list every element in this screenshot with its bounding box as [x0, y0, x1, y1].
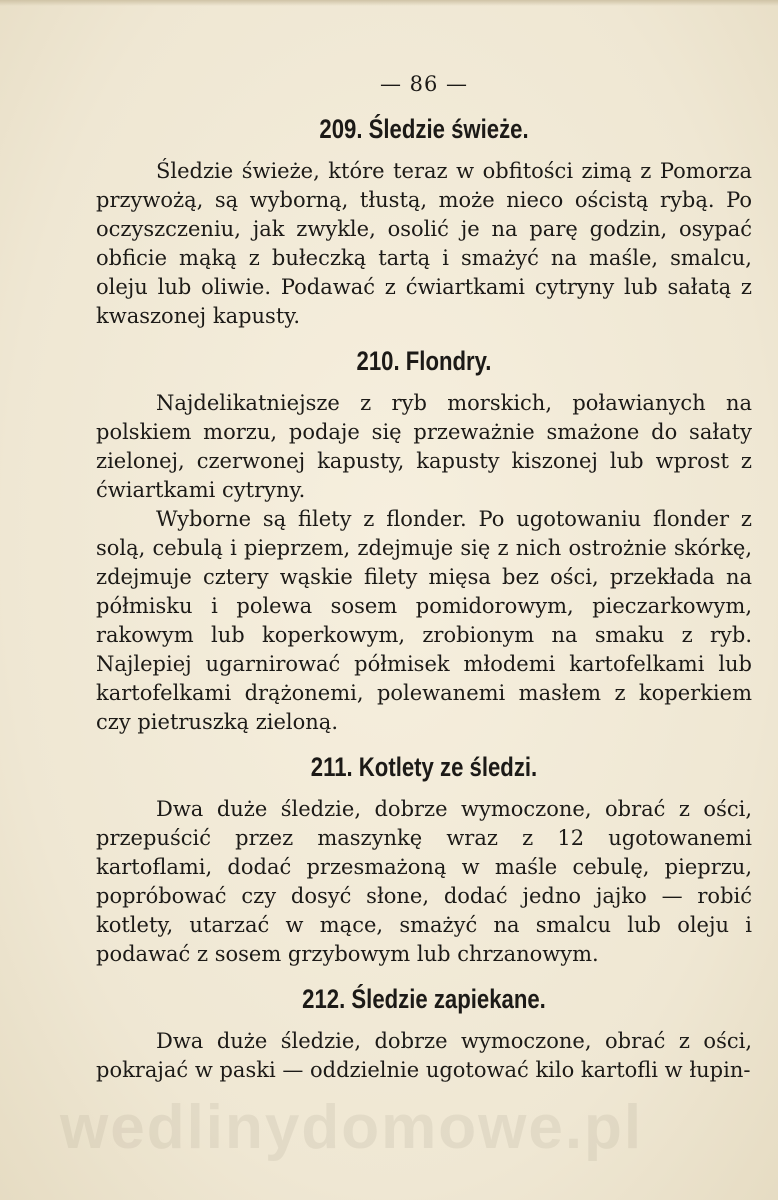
page-edge: [0, 0, 778, 6]
recipe-210-paragraph-1: Najdelikatniejsze z ryb morskich, poławianych na polskiem morzu, podaje się przeważnie smażone do sałaty zielonej, czerwonej kapusty, kapusty kiszonej lub wprost z ćwiartkami cytryny.: [96, 391, 752, 502]
recipe-209-paragraph: Śledzie świeże, które teraz w obfitości zimą z Pomorza przywożą, są wyborną, tłustą, może nieco ościstą rybą. Po oczyszczeniu, jak zwykle, osolić je na parę godzin, osypać obficie mąką z bułeczką tartą i smażyć na maśle, smalcu, oleju lub oliwie. Podawać z ćwiartkami cytryny lub sałatą z kwaszonej kapusty.: [96, 159, 752, 328]
recipe-212-paragraph: Dwa duże śledzie, dobrze wymoczone, obrać z ości, pokrajać w paski — oddzielnie ugotować kilo kartofli w łupin-: [96, 1029, 752, 1082]
recipe-heading-209: 209. Śledzie świeże.: [319, 114, 529, 144]
recipe-211-paragraph: Dwa duże śledzie, dobrze wymoczone, obrać z ości, przepuścić przez maszynkę wraz z 12 ugotowanemi kartoflami, dodać przesmażoną w maśle cebulę, pieprzu, popróbować czy dosyć słone, dodać jedno jajko — robić kotlety, utarzać w mące, smażyć na smalcu lub oleju i podawać z sosem grzybowym lub chrzanowym.: [96, 797, 752, 966]
page-number: — 86 —: [379, 72, 469, 96]
recipe-210-paragraph-2: Wyborne są filety z flonder. Po ugotowaniu flonder z solą, cebulą i pieprzem, zdejmuje się z nich ostrożnie skórkę, zdejmuje cztery wąskie filety mięsa bez ości, przekłada na półmisku i polewa sosem pomidorowym, pieczarkowym, rakowym lub koperkowym, zrobionym na smaku z ryb. Najlepiej ugarnirować półmisek młodemi kartofelkami lub kartofelkami drążonemi, polewanemi masłem z koperkiem czy pietruszką zieloną.: [96, 507, 752, 734]
recipe-heading-210: 210. Flondry.: [356, 346, 492, 376]
page-content: [96, 70, 752, 1085]
watermark: wedlinydomowe.pl: [60, 1093, 644, 1162]
recipe-heading-211: 211. Kotlety ze śledzi.: [310, 752, 538, 782]
recipe-heading-212: 212. Śledzie zapiekane.: [302, 984, 546, 1014]
